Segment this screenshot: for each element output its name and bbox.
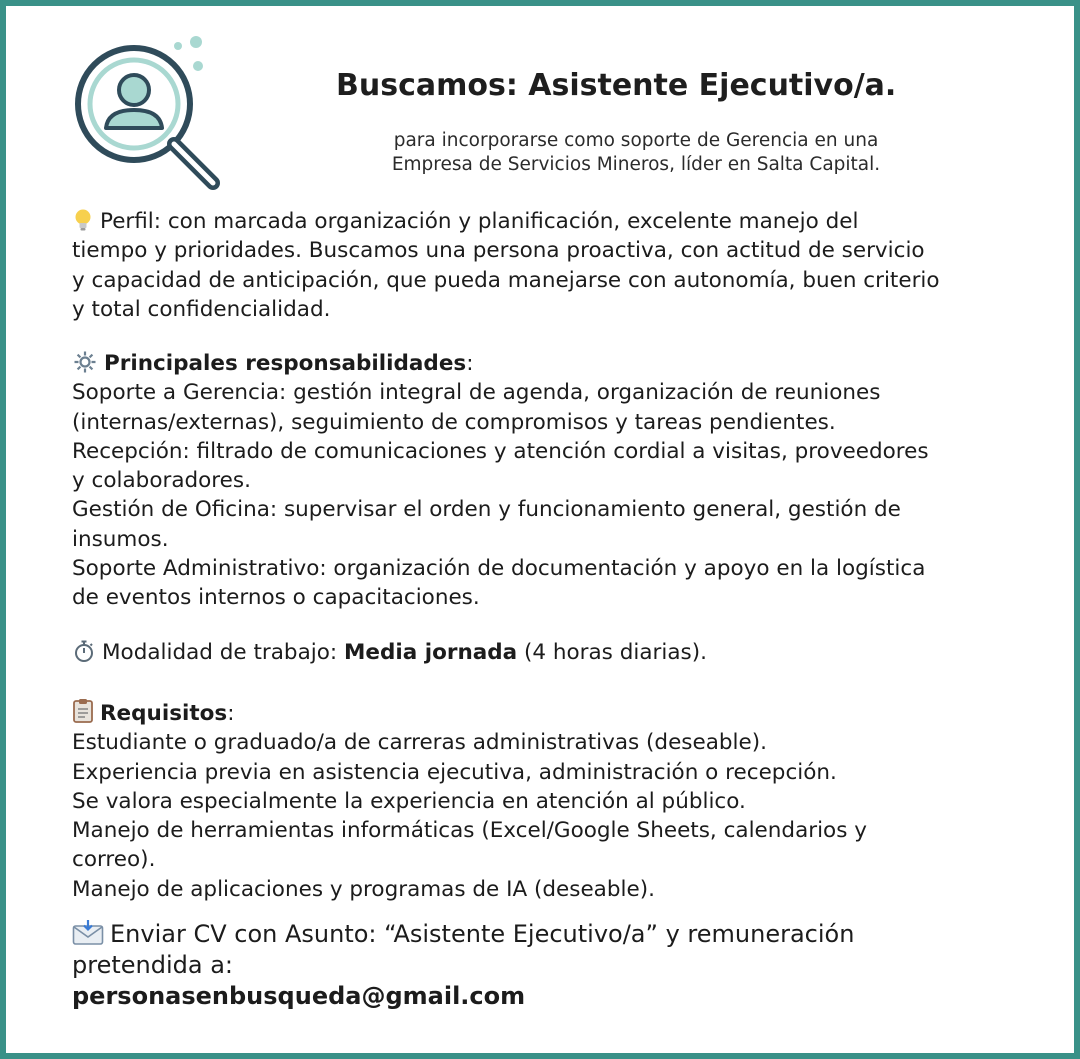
subtitle-line: para incorporarse como soporte de Gerencia en una <box>393 130 879 151</box>
requisitos-heading-text: Requisitos <box>100 701 228 726</box>
requisito-line: Experiencia previa en asistencia ejecutiva, administración o recepción. <box>72 759 837 785</box>
gear-icon <box>72 350 98 374</box>
responsabilidad-line: Soporte a Gerencia: gestión integral de agenda, organización de reuniones <box>72 380 881 406</box>
requisitos-section <box>72 698 1062 904</box>
responsabilidades-heading: Principales responsabilidades: <box>72 349 1062 378</box>
page-subtitle <box>336 129 936 177</box>
modalidad-section <box>72 638 1062 667</box>
stopwatch-icon <box>72 639 96 663</box>
lightbulb-icon <box>72 208 94 232</box>
enviar-line: Enviar CV con Asunto: “Asistente Ejecutivo/a” y remuneración <box>72 919 1062 950</box>
responsabilidad-line: Soporte Administrativo: organización de documentación y apoyo en la logística <box>72 556 926 582</box>
responsabilidad-line: Recepción: filtrado de comunicaciones y atención cordial a visitas, proveedores <box>72 438 929 464</box>
responsabilidad-line: insumos. <box>72 526 169 552</box>
requisitos-heading: Requisitos: <box>72 698 1062 728</box>
magnifier-person-icon <box>68 28 228 198</box>
contact-email-link[interactable]: personasenbusqueda@gmail.com <box>72 982 526 1010</box>
requisito-line: correo). <box>72 847 156 873</box>
page-title: Buscamos: Asistente Ejecutivo/a. <box>336 68 897 103</box>
enviar-section <box>72 919 1062 1012</box>
responsabilidad-line: y colaboradores. <box>72 468 251 494</box>
envelope-icon <box>72 920 104 946</box>
responsabilidad-line: de eventos internos o capacitaciones. <box>72 585 480 611</box>
requisito-line: Se valora especialmente la experiencia en atención al público. <box>72 788 746 814</box>
perfil-section <box>72 207 1062 324</box>
modalidad-line: Modalidad de trabajo: Media jornada (4 horas diarias). <box>72 638 1062 667</box>
modalidad-bold: Media jornada <box>343 640 518 665</box>
responsabilidad-line: Gestión de Oficina: supervisar el orden y funcionamiento general, gestión de <box>72 497 901 523</box>
requisito-line: Manejo de herramientas informáticas (Excel/Google Sheets, calendarios y <box>72 818 867 844</box>
perfil-line: y capacidad de anticipación, que pueda manejarse con autonomía, buen criterio <box>72 267 940 293</box>
perfil-line: y total confidencialidad. <box>72 296 331 322</box>
responsabilidades-section <box>72 349 1062 613</box>
responsabilidad-line: (internas/externas), seguimiento de compromisos y tareas pendientes. <box>72 409 836 435</box>
perfil-line: tiempo y prioridades. Buscamos una persona proactiva, con actitud de servicio <box>72 238 925 264</box>
requisito-line: Manejo de aplicaciones y programas de IA (deseable). <box>72 876 655 902</box>
clipboard-icon <box>72 698 94 724</box>
responsabilidades-heading-text: Principales responsabilidades <box>104 351 467 376</box>
perfil-line: Perfil: con marcada organización y planificación, excelente manejo del <box>72 207 1062 236</box>
enviar-line: pretendida a: <box>72 951 233 979</box>
subtitle-line: Empresa de Servicios Mineros, líder en Salta Capital. <box>391 154 881 175</box>
requisito-line: Estudiante o graduado/a de carreras administrativas (deseable). <box>72 730 767 756</box>
